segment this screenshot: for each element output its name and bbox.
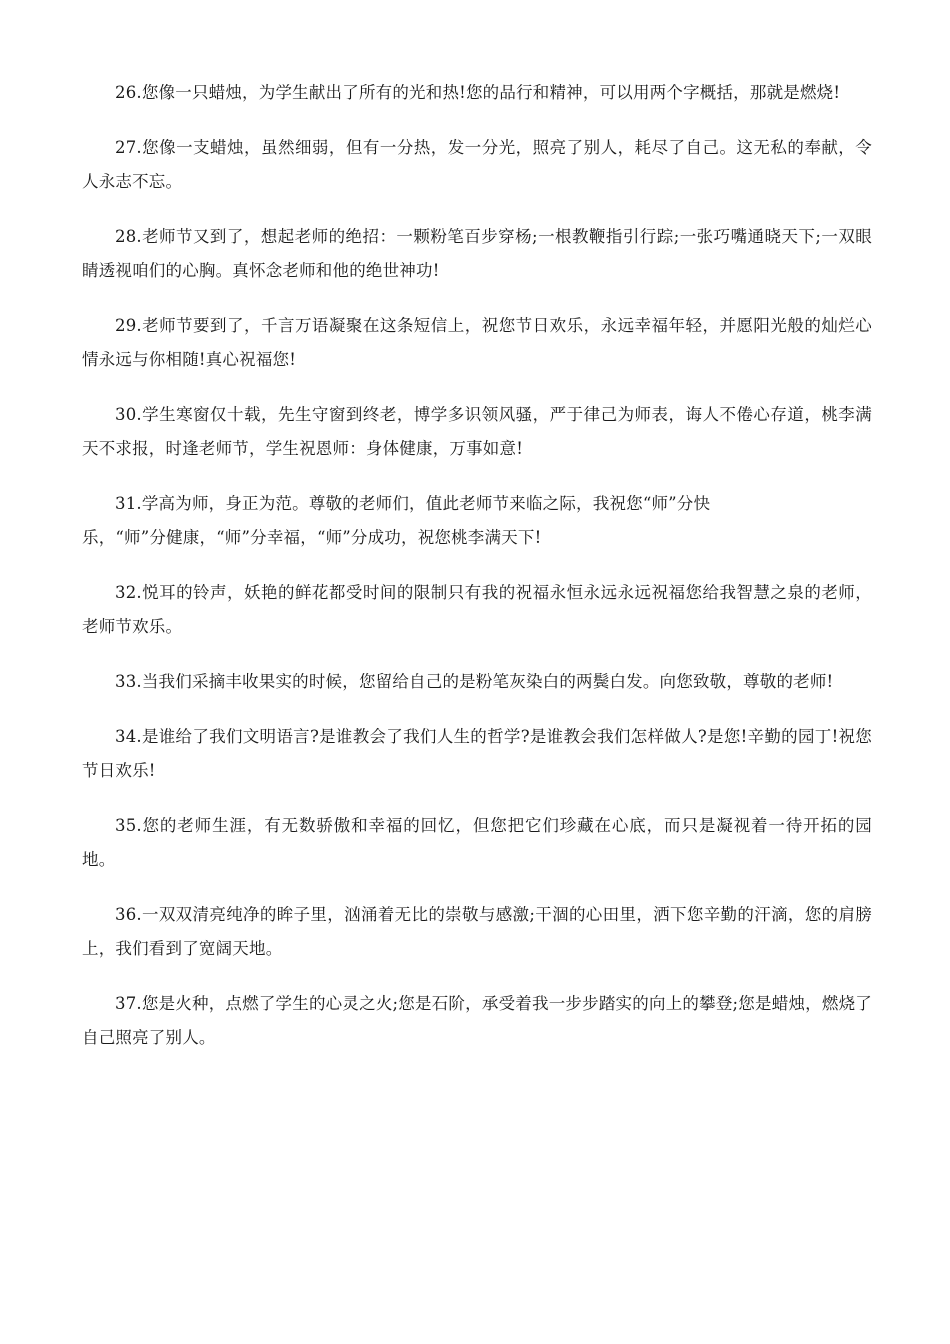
paragraph-26: 26.您像一只蜡烛，为学生献出了所有的光和热!您的品行和精神，可以用两个字概括，那就是燃烧! (115, 83, 841, 102)
paragraph-31 (82, 487, 872, 555)
paragraph-31-line-2: 乐，“师”分健康，“师”分幸福，“师”分成功，祝您桃李满天下! (82, 528, 542, 547)
paragraph-27: 27.您像一支蜡烛，虽然细弱，但有一分热，发一分光，照亮了别人，耗尽了自己。这无私的奉献，令人永志不忘。 (82, 138, 872, 191)
paragraph-36: 36.一双双清亮纯净的眸子里，汹涌着无比的崇敬与感激;干涸的心田里，洒下您辛勤的汗滴，您的肩膀上，我们看到了宽阔天地。 (82, 905, 872, 958)
paragraph-35: 35.您的老师生涯，有无数骄傲和幸福的回忆，但您把它们珍藏在心底，而只是凝视着一待开拓的园地。 (82, 816, 872, 869)
paragraph-34: 34.是谁给了我们文明语言?是谁教会了我们人生的哲学?是谁教会我们怎样做人?是您!辛勤的园丁!祝您节日欢乐! (82, 727, 872, 780)
paragraph-33: 33.当我们采摘丰收果实的时候，您留给自己的是粉笔灰染白的两鬓白发。向您致敬，尊敬的老师! (115, 672, 834, 691)
paragraph-37: 37.您是火种，点燃了学生的心灵之火;您是石阶，承受着我一步步踏实的向上的攀登;您是蜡烛，燃烧了自己照亮了别人。 (82, 994, 872, 1047)
paragraph-32: 32.悦耳的铃声，妖艳的鲜花都受时间的限制只有我的祝福永恒永远永远祝福您给我智慧之泉的老师，老师节欢乐。 (82, 583, 872, 636)
paragraph-31-line-1: 31.学高为师，身正为范。尊敬的老师们，值此老师节来临之际，我祝您“师”分快 (115, 494, 711, 513)
document-body (82, 76, 872, 1076)
paragraph-30: 30.学生寒窗仅十载，先生守窗到终老，博学多识领风骚，严于律己为师表，诲人不倦心存道，桃李满天不求报，时逢老师节，学生祝恩师：身体健康，万事如意! (82, 405, 872, 458)
paragraph-28: 28.老师节又到了，想起老师的绝招：一颗粉笔百步穿杨;一根教鞭指引行踪;一张巧嘴通晓天下;一双眼睛透视咱们的心胸。真怀念老师和他的绝世神功! (82, 227, 872, 280)
paragraph-29: 29.老师节要到了，千言万语凝聚在这条短信上，祝您节日欢乐，永远幸福年轻，并愿阳光般的灿烂心情永远与你相随!真心祝福您! (82, 316, 872, 369)
